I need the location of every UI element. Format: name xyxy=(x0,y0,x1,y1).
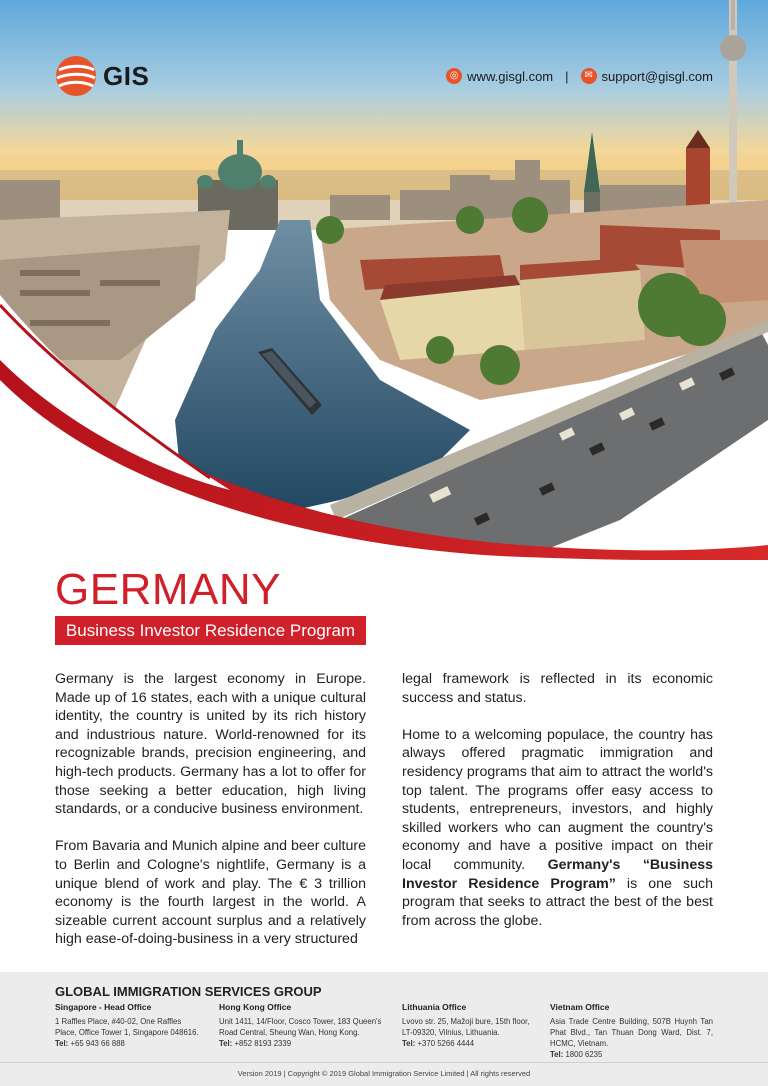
paragraph-programs-end: is one such program that seeks to attract the best of the best from across the globe. xyxy=(402,875,714,929)
email-link[interactable] xyxy=(581,68,713,84)
envelope-icon: ✉ xyxy=(581,68,597,84)
tel-label: Tel: xyxy=(550,1050,564,1059)
tel-label: Tel: xyxy=(402,1039,416,1048)
office-address: Unit 1411, 14/Floor, Cosco Tower, 183 Queen's Road Central, Sheung Wan, Hong Kong. xyxy=(219,1017,382,1037)
office-name: Hong Kong Office xyxy=(219,1002,292,1012)
office-name: Singapore - Head Office xyxy=(55,1002,152,1012)
program-name-emphasis: Germany's “Business Investor Residence Program” xyxy=(402,856,714,892)
office-lithuania xyxy=(402,1002,537,1049)
contact-separator: | xyxy=(565,68,569,84)
copyright-notice: Version 2019 | Copyright © 2019 Global Immigration Service Limited | All rights reserved xyxy=(237,1069,531,1078)
tel-label: Tel: xyxy=(55,1039,69,1048)
paragraph-programs xyxy=(402,726,713,931)
footer xyxy=(0,972,768,1086)
program-subtitle: Business Investor Residence Program xyxy=(55,616,366,645)
body-column-left xyxy=(55,670,366,968)
paragraph-legal: legal framework is reflected in its economic success and status. xyxy=(402,671,713,706)
footer-group-name: GLOBAL IMMIGRATION SERVICES GROUP xyxy=(55,984,322,999)
globe-icon: ◎ xyxy=(446,68,462,84)
email-text: support@gisgl.com xyxy=(601,68,713,84)
header-contacts xyxy=(446,68,713,84)
body-column-right xyxy=(402,670,713,949)
office-tel xyxy=(550,1049,713,1060)
office-tel xyxy=(55,1038,205,1049)
footer-divider xyxy=(0,1062,768,1063)
tel-number[interactable]: +852 8193 2339 xyxy=(234,1039,292,1048)
office-address: 1 Raffles Place, #40-02, One Raffles Place, Office Tower 1, Singapore 048616. xyxy=(55,1017,199,1037)
tel-number[interactable]: 1800 6235 xyxy=(565,1050,603,1059)
paragraph-culture: From Bavaria and Munich alpine and beer culture to Berlin and Cologne's nightlife, Germany is a unique blend of work and play. The € 3 trillion economy is the fourth largest in the world. A sizeable current account surplus and a relatively high ease-of-doing-business in a very structured xyxy=(55,838,366,948)
office-address: Lvovo str. 25, Mažoji bure, 15th floor, LT-09320, Vilnius, Lithuania. xyxy=(402,1017,530,1037)
page-title: GERMANY xyxy=(55,565,281,614)
gis-logo[interactable] xyxy=(55,55,149,97)
paragraph-intro: Germany is the largest economy in Europe. Made up of 16 states, each with a unique cultural identity, the country is united by its rich history and industrious nature. World-renowned for its recognizable brands, precision engineering, and high-tech products. Germany has a lot to offer for those seeking a better education, high living standards, or a conducive business environment. xyxy=(55,671,366,818)
paragraph-programs-start: Home to a welcoming populace, the country has always offered pragmatic immigration and residency programs that aim to attract the world's top talent. The programs offer easy access to students, entrepreneurs, investors, and highly skilled workers who can augment the country's economy and have a positive impact on their local community. xyxy=(402,726,713,873)
tel-label: Tel: xyxy=(219,1039,233,1048)
website-text: www.gisgl.com xyxy=(467,68,554,84)
tel-number[interactable]: +65 943 66 888 xyxy=(70,1039,125,1048)
office-tel xyxy=(219,1038,389,1049)
office-hong-kong xyxy=(219,1002,389,1049)
gis-globe-icon xyxy=(55,55,97,97)
brand-name: GIS xyxy=(103,60,150,91)
office-singapore xyxy=(55,1002,205,1049)
website-link[interactable] xyxy=(446,68,553,84)
office-tel xyxy=(402,1038,537,1049)
office-name: Lithuania Office xyxy=(402,1002,467,1012)
office-address: Asia Trade Centre Building, 507B Huynh Tan Phat Blvd., Tan Thuan Dong Ward, Dist. 7, HCMC, Vietnam. xyxy=(550,1017,713,1048)
office-vietnam xyxy=(550,1002,713,1060)
tel-number[interactable]: +370 5266 4444 xyxy=(417,1039,475,1048)
office-name: Vietnam Office xyxy=(550,1002,610,1012)
